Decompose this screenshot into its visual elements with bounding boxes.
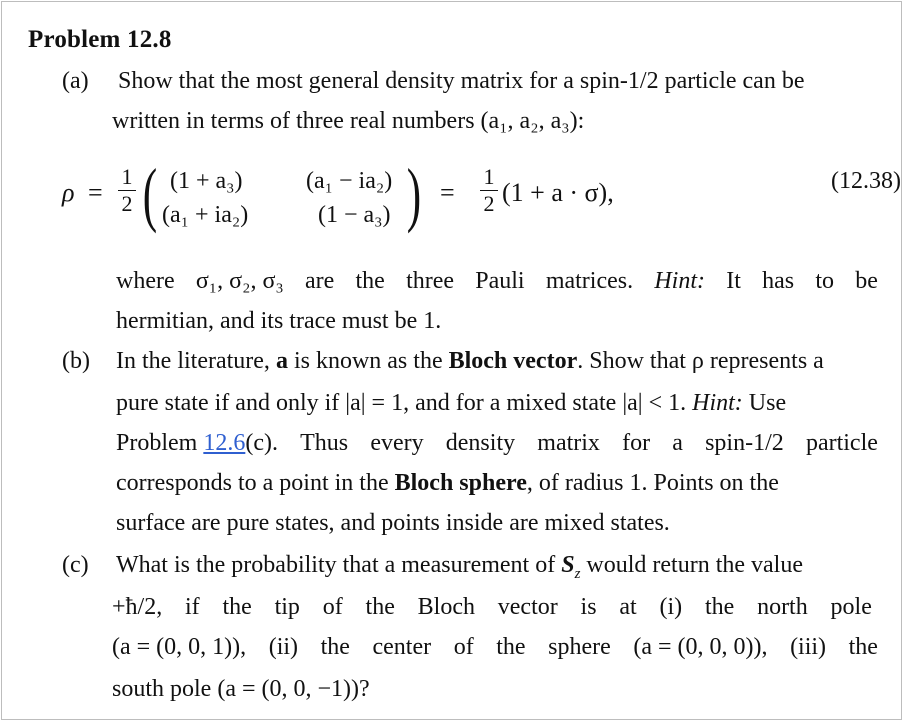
part-c-l3-word: the bbox=[496, 634, 526, 660]
part-c-line-2 bbox=[112, 592, 872, 622]
after-eq-word: three bbox=[406, 268, 455, 294]
after-eq-word: where bbox=[116, 268, 175, 294]
part-c-l2-word: of bbox=[322, 594, 343, 620]
part-c-l2-word: +ħ/2, bbox=[112, 594, 163, 620]
after-eq-word: Pauli bbox=[475, 268, 525, 294]
after-eq-word: matrices. bbox=[545, 268, 634, 294]
part-c-l2-word: pole bbox=[830, 594, 872, 620]
part-c-l2-word: Bloch bbox=[417, 594, 475, 620]
equals-sign-2: = bbox=[440, 178, 455, 207]
after-eq-word: It bbox=[726, 268, 741, 294]
after-eq-word: has bbox=[762, 268, 795, 294]
after-eq-word: to bbox=[815, 268, 834, 294]
part-b-l3-word: a bbox=[672, 430, 683, 456]
part-c-line-1: What is the probability that a measurement of $S_z$ would return the value bbox=[116, 552, 804, 582]
left-paren: ( bbox=[142, 154, 158, 234]
part-b-l3-word: every bbox=[370, 430, 424, 456]
matrix-cell-21: (a₁ + ia₂) bbox=[162, 202, 249, 228]
equation-rhs: (1 + a · σ), bbox=[502, 178, 614, 207]
part-b-line-5: surface are pure states, and points inside are mixed states. bbox=[116, 510, 670, 536]
part-c-l3-word: (a = (0, 0, 0)), bbox=[633, 634, 768, 660]
bloch-vector-term: Bloch vector bbox=[448, 348, 578, 374]
problem-title: Problem 12.8 bbox=[28, 26, 172, 53]
part-b-l3-word: matrix bbox=[537, 430, 600, 456]
equals-sign-1: = bbox=[88, 178, 103, 207]
fraction-half-1 bbox=[118, 166, 136, 215]
part-b-line-1: In the literature, a is known as the Bloch vector. Show that ρ represents a bbox=[116, 348, 824, 374]
part-c-l2-word: at bbox=[619, 594, 637, 620]
part-b-l3-word: particle bbox=[805, 430, 878, 456]
part-c-l2-word: if bbox=[185, 594, 200, 620]
part-c-label: (c) bbox=[62, 552, 89, 578]
after-eq-word: the bbox=[355, 268, 385, 294]
part-b-l3-word: for bbox=[622, 430, 651, 456]
after-eq-word: σ₁, σ₂, σ₃ bbox=[195, 268, 284, 294]
part-c-l2-word: the bbox=[222, 594, 252, 620]
part-b-line-2: pure state if and only if |a| = 1, and for a mixed state |a| < 1. Hint: Use bbox=[116, 390, 787, 416]
rho-symbol: ρ bbox=[62, 178, 75, 207]
fraction-denominator: 2 bbox=[483, 191, 495, 216]
bloch-sphere-term: Bloch sphere bbox=[394, 470, 527, 496]
after-eq-word: Hint: bbox=[654, 268, 705, 294]
part-b-line-3: Problem 12.6(c). Thus every density matrix for a spin-1/2 particle bbox=[116, 430, 878, 456]
part-c-l3-word: center bbox=[372, 634, 432, 660]
right-paren: ) bbox=[406, 154, 422, 234]
part-b-l3-word: spin-1/2 bbox=[705, 430, 784, 456]
fraction-numerator: 1 bbox=[483, 164, 495, 189]
after-eq-word: are bbox=[305, 268, 335, 294]
part-c-l2-word: the bbox=[365, 594, 395, 620]
part-b-l3-word: Thus bbox=[300, 430, 349, 456]
part-c-l2-word: the bbox=[704, 594, 735, 620]
part-c-l3-word: sphere bbox=[548, 634, 611, 660]
part-c-l2-word: is bbox=[580, 594, 597, 620]
fraction-half-2 bbox=[480, 166, 498, 215]
part-b-line-4: corresponds to a point in the Bloch sphere, of radius 1. Points on the bbox=[116, 470, 779, 496]
fraction-numerator: 1 bbox=[121, 164, 133, 189]
after-eq-line-1 bbox=[116, 266, 878, 296]
part-c-line-4: south pole (a = (0, 0, −1))? bbox=[112, 676, 370, 702]
matrix-cell-11: (1 + a₃) bbox=[170, 168, 243, 194]
part-c-l2-word: tip bbox=[274, 594, 300, 620]
part-c-l3-word: the bbox=[848, 634, 878, 660]
part-a-line-1: Show that the most general density matrix for a spin-1/2 particle can be bbox=[118, 68, 805, 94]
part-c-l3-word: the bbox=[320, 634, 350, 660]
part-c-l3-word: (ii) bbox=[268, 634, 299, 660]
part-c-l2-word: vector bbox=[497, 594, 558, 620]
part-c-l3-word: (a = (0, 0, 1)), bbox=[112, 634, 247, 660]
part-c-l2-word: (i) bbox=[659, 594, 683, 620]
part-b-l3-word: density bbox=[445, 430, 516, 456]
part-c-line-3 bbox=[112, 632, 878, 662]
part-c-l2-word: north bbox=[757, 594, 808, 620]
equation-number: (12.38) bbox=[831, 168, 901, 194]
fraction-denominator: 2 bbox=[121, 191, 133, 216]
part-c-l3-word: of bbox=[453, 634, 474, 660]
part-b-label: (b) bbox=[62, 348, 90, 374]
part-a-label: (a) bbox=[62, 68, 89, 94]
matrix-cell-12: (a₁ − ia₂) bbox=[306, 168, 393, 194]
after-eq-line-2: hermitian, and its trace must be 1. bbox=[116, 308, 442, 334]
part-c-l3-word: (iii) bbox=[790, 634, 827, 660]
matrix-cell-22: (1 − a₃) bbox=[318, 202, 391, 228]
after-eq-word: be bbox=[855, 268, 878, 294]
part-a-line-2: written in terms of three real numbers (a₁, a₂, a₃): bbox=[112, 108, 585, 134]
problem-12-6-link[interactable]: 12.6 bbox=[203, 430, 246, 456]
